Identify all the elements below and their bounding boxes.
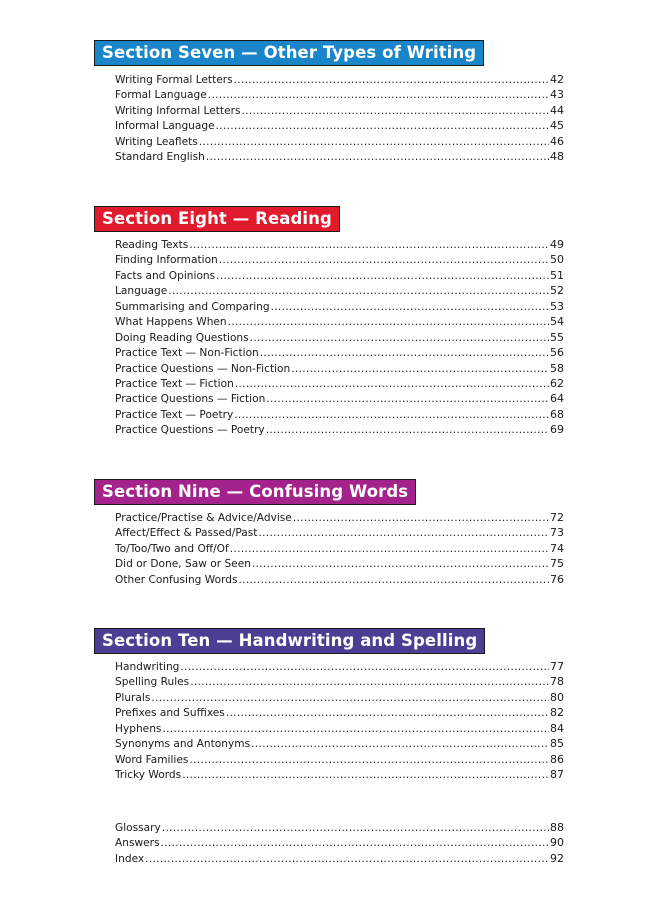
entry-title: Plurals [115, 691, 151, 704]
dot-leader [162, 722, 549, 737]
entry-page: 42 [550, 73, 564, 86]
dot-leader [228, 315, 549, 330]
toc-entry[interactable] [115, 736, 564, 751]
toc-entry[interactable] [115, 149, 564, 164]
entry-title: Tricky Words [115, 769, 182, 782]
entry-page: 87 [550, 768, 564, 782]
dot-leader [199, 135, 549, 150]
section-ten-heading: Section Ten — Handwriting and Spelling [94, 628, 485, 654]
entry-page: 62 [550, 376, 564, 390]
toc-entry[interactable] [115, 525, 564, 540]
dot-leader [219, 253, 549, 268]
entry-page: 58 [550, 361, 564, 375]
dot-leader [216, 269, 549, 284]
dot-leader [271, 300, 549, 315]
entry-page: 44 [550, 103, 564, 117]
entry-title: Summarising and Comparing [115, 300, 270, 313]
dot-leader [226, 706, 549, 721]
dot-leader [161, 836, 549, 851]
dot-leader [189, 238, 549, 253]
entry-page: 90 [550, 836, 564, 850]
entry-title: Formal Language [115, 89, 207, 102]
entry-page: 54 [550, 315, 564, 329]
dot-leader [234, 73, 549, 88]
toc-entry[interactable] [115, 541, 564, 556]
toc-entry[interactable] [115, 118, 564, 133]
entry-page: 75 [550, 557, 564, 571]
toc-entry[interactable] [115, 103, 564, 118]
entry-title: Reading Texts [115, 239, 189, 251]
toc-entry[interactable] [115, 314, 564, 329]
toc-entry[interactable] [115, 556, 564, 571]
dot-leader [234, 408, 549, 423]
toc-entry[interactable] [115, 299, 564, 314]
entry-title: Writing Informal Letters [115, 104, 241, 117]
entry-title: What Happens When [115, 316, 227, 329]
toc-entry[interactable] [115, 361, 564, 376]
entry-title: Practice/Practise & Advice/Advise [115, 512, 292, 524]
dot-leader [145, 852, 549, 867]
toc-entry[interactable] [115, 376, 564, 391]
entry-title: Practice Text — Poetry [115, 408, 234, 421]
entry-title: Standard English [115, 151, 205, 164]
entry-page: 45 [550, 119, 564, 133]
toc-entry[interactable] [115, 674, 564, 689]
entry-title: Writing Formal Letters [115, 74, 233, 86]
toc-entry[interactable] [115, 72, 564, 87]
dot-leader [216, 119, 549, 134]
toc-entry[interactable] [115, 572, 564, 587]
dot-leader [251, 737, 549, 752]
entry-title: Practice Questions — Poetry [115, 424, 265, 437]
entry-page: 50 [550, 253, 564, 267]
toc-entry[interactable] [115, 237, 564, 252]
entry-page: 69 [550, 423, 564, 437]
entry-page: 92 [550, 851, 564, 865]
entry-page: 72 [550, 511, 564, 524]
entry-title: Prefixes and Suffixes [115, 707, 225, 720]
dot-leader [250, 331, 549, 346]
entry-page: 82 [550, 706, 564, 720]
entry-title: Writing Leaflets [115, 135, 198, 148]
dot-leader [180, 660, 549, 675]
toc-entry[interactable] [115, 767, 564, 782]
section-eight-entries [115, 237, 564, 438]
section-eight-heading: Section Eight — Reading [94, 206, 340, 232]
dot-leader [266, 423, 549, 438]
entry-title: Glossary [115, 822, 161, 834]
section-seven-heading: Section Seven — Other Types of Writing [94, 40, 484, 66]
entry-page: 56 [550, 346, 564, 360]
entry-page: 84 [550, 721, 564, 735]
toc-entry[interactable] [115, 510, 564, 525]
entry-page: 48 [550, 150, 564, 164]
entry-title: Index [115, 852, 145, 865]
toc-entry[interactable] [115, 87, 564, 102]
toc-entry[interactable] [115, 851, 564, 866]
toc-entry[interactable] [115, 345, 564, 360]
entry-title: Practice Text — Fiction [115, 377, 234, 390]
entry-title: Spelling Rules [115, 676, 190, 689]
entry-page: 76 [550, 572, 564, 586]
toc-entry[interactable] [115, 752, 564, 767]
dot-leader [162, 821, 549, 836]
dot-leader [291, 362, 549, 377]
entry-title: Facts and Opinions [115, 269, 216, 282]
dot-leader [239, 573, 549, 588]
dot-leader [189, 753, 549, 768]
entry-page: 46 [550, 134, 564, 148]
dot-leader [230, 542, 549, 557]
entry-title: Answers [115, 837, 160, 850]
entry-page: 55 [550, 330, 564, 344]
entry-page: 52 [550, 284, 564, 298]
dot-leader [168, 284, 549, 299]
entry-page: 85 [550, 737, 564, 751]
toc-entry[interactable] [115, 283, 564, 298]
toc-entry[interactable] [115, 721, 564, 736]
entry-page: 88 [550, 821, 564, 834]
entry-page: 49 [550, 238, 564, 251]
entry-page: 73 [550, 526, 564, 540]
dot-leader [206, 150, 549, 165]
section-nine-heading: Section Nine — Confusing Words [94, 479, 416, 505]
entry-page: 78 [550, 675, 564, 689]
toc-entry[interactable] [115, 690, 564, 705]
entry-title: Word Families [115, 753, 189, 766]
dot-leader [190, 675, 549, 690]
dot-leader [293, 511, 549, 526]
section-ten-entries [115, 659, 564, 783]
dot-leader [241, 104, 549, 119]
toc-entry[interactable] [115, 659, 564, 674]
toc-entry[interactable] [115, 407, 564, 422]
entry-page: 43 [550, 88, 564, 102]
dot-leader [252, 557, 549, 572]
dot-leader [182, 768, 549, 783]
toc-entry[interactable] [115, 252, 564, 267]
toc-entry[interactable] [115, 820, 564, 835]
entry-title: Language [115, 285, 168, 298]
section-seven-entries [115, 72, 564, 165]
entry-title: Practice Questions — Non-Fiction [115, 362, 291, 375]
toc-entry[interactable] [115, 134, 564, 149]
toc-entry[interactable] [115, 835, 564, 850]
entry-title: Finding Information [115, 254, 218, 267]
entry-page: 86 [550, 752, 564, 766]
entry-title: Affect/Effect & Passed/Past [115, 527, 258, 540]
dot-leader [151, 691, 549, 706]
toc-entry[interactable] [115, 422, 564, 437]
entry-title: Hyphens [115, 722, 162, 735]
entry-page: 53 [550, 299, 564, 313]
section-nine-entries [115, 510, 564, 587]
entry-title: To/Too/Two and Off/Of [115, 542, 229, 555]
entry-title: Other Confusing Words [115, 573, 238, 586]
dot-leader [208, 88, 549, 103]
entry-title: Did or Done, Saw or Seen [115, 558, 251, 571]
entry-page: 51 [550, 268, 564, 282]
entry-page: 68 [550, 407, 564, 421]
entry-page: 64 [550, 392, 564, 406]
entry-page: 74 [550, 541, 564, 555]
entry-title: Informal Language [115, 120, 215, 133]
dot-leader [260, 346, 549, 361]
dot-leader [258, 526, 549, 541]
toc-entry[interactable] [115, 330, 564, 345]
entry-page: 77 [550, 660, 564, 673]
toc-entry[interactable] [115, 391, 564, 406]
entry-title: Practice Text — Non-Fiction [115, 347, 259, 360]
entry-title: Synonyms and Antonyms [115, 738, 251, 751]
toc-entry[interactable] [115, 705, 564, 720]
entry-title: Doing Reading Questions [115, 331, 249, 344]
entry-title: Handwriting [115, 661, 180, 673]
entry-page: 80 [550, 690, 564, 704]
dot-leader [235, 377, 549, 392]
toc-entry[interactable] [115, 268, 564, 283]
back-matter-entries [115, 820, 564, 866]
entry-title: Practice Questions — Fiction [115, 393, 266, 406]
dot-leader [266, 392, 549, 407]
